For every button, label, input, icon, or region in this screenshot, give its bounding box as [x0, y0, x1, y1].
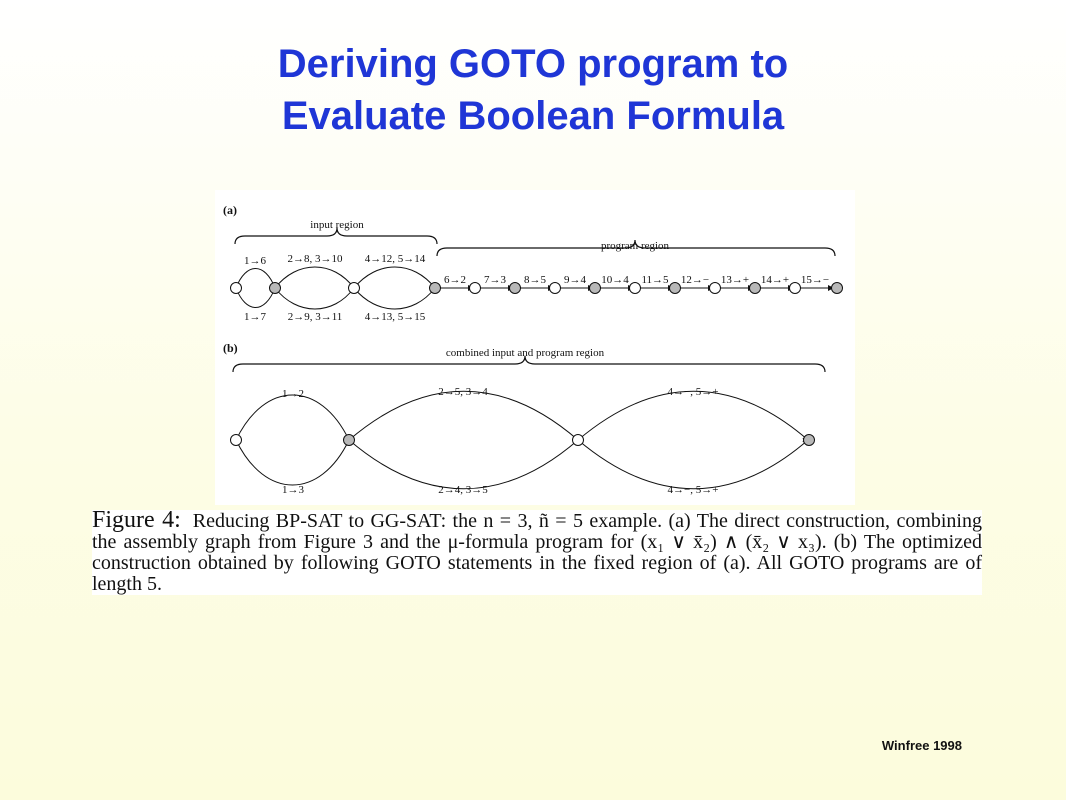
figure	[215, 190, 855, 505]
edge-label-b-bottom-3: 4→−, 5→+	[667, 484, 719, 496]
edge-label-b-top-1: 1→2	[282, 388, 304, 400]
edge-label-b-top-3: 4→−, 5→+	[667, 386, 719, 398]
input-region-label: input region	[310, 219, 364, 231]
edge-a-1-bottom	[236, 288, 275, 308]
chain-label-7: 12→−	[680, 274, 710, 286]
edge-label-b-bottom-2: 2→4, 3→5	[438, 484, 488, 496]
edge-label-a-bottom-2: 2→9, 3→11	[287, 311, 343, 323]
slide-title-line-1: Deriving GOTO program to	[277, 42, 789, 86]
node-a-2	[270, 283, 281, 294]
node-a-10	[670, 283, 681, 294]
node-b-4	[804, 435, 815, 446]
node-a-11	[710, 283, 721, 294]
edge-label-b-top-2: 2→5, 3→4	[438, 386, 488, 398]
figure-caption-label: Figure 4:	[92, 507, 181, 533]
edge-a-2-top	[275, 267, 354, 288]
chain-label-1: 6→2	[444, 274, 466, 286]
node-a-1	[231, 283, 242, 294]
combined-region-label: combined input and program region	[445, 347, 605, 359]
edge-label-a-top-3: 4→12, 5→14	[364, 253, 426, 265]
chain-label-10: 15→−	[800, 274, 830, 286]
edge-label-a-bottom-3: 4→13, 5→15	[364, 311, 426, 323]
edge-label-a-top-1: 1→6	[244, 255, 266, 267]
node-b-1	[231, 435, 242, 446]
edge-b-1-bottom	[236, 440, 349, 485]
edge-a-3-top	[354, 267, 435, 288]
node-a-12	[750, 283, 761, 294]
chain-label-4: 9→4	[564, 274, 586, 286]
node-b-3	[573, 435, 584, 446]
node-a-8	[590, 283, 601, 294]
edge-label-a-top-2: 2→8, 3→10	[287, 253, 343, 265]
edge-a-2-bottom	[275, 288, 354, 309]
edge-label-b-bottom-1: 1→3	[282, 484, 304, 496]
chain-label-6: 11→5	[641, 274, 669, 286]
slide-title-line-2: Evaluate Boolean Formula	[281, 94, 785, 138]
chain-label-3: 8→5	[524, 274, 546, 286]
figure-caption-text: Reducing BP-SAT to GG-SAT: the n = 3, ñ = 5 example. (a) The direct construction, combining the assembly graph from Figure 3 and the μ-formula program for (x₁ ∨ x̄₂) ∧ (x̄₂ ∨ x₃). (b) The optimized construction obtained by following GOTO statements in the fixed region of (a). All GOTO programs are of length 5.	[92, 510, 982, 595]
panel-b-label: (b)	[223, 341, 238, 355]
node-a-7	[550, 283, 561, 294]
edge-a-3-bottom	[354, 288, 435, 309]
chain-label-9: 14→+	[760, 274, 790, 286]
edge-b-2-top	[349, 391, 578, 440]
edge-b-2-bottom	[349, 440, 578, 489]
node-a-5	[470, 283, 481, 294]
panel-a-label: (a)	[223, 203, 237, 217]
node-a-13	[790, 283, 801, 294]
node-b-2	[344, 435, 355, 446]
program-region-label: program region	[600, 240, 670, 252]
node-a-4	[430, 283, 441, 294]
node-a-9	[630, 283, 641, 294]
edge-b-3-top	[578, 391, 808, 440]
node-a-3	[349, 283, 360, 294]
credit-text: Winfree 1998	[881, 738, 962, 753]
boolean-formula-diagram	[215, 190, 855, 505]
edge-label-a-bottom-1: 1→7	[244, 311, 266, 323]
chain-label-5: 10→4	[601, 274, 629, 286]
node-a-6	[510, 283, 521, 294]
chain-label-8: 13→+	[720, 274, 750, 286]
chain-label-2: 7→3	[484, 274, 506, 286]
node-a-14	[832, 283, 843, 294]
edge-a-1-top	[236, 269, 275, 289]
figure-caption	[92, 507, 982, 595]
edge-b-3-bottom	[578, 440, 808, 489]
edge-b-1-top	[236, 395, 349, 440]
slide-title	[0, 38, 1066, 142]
